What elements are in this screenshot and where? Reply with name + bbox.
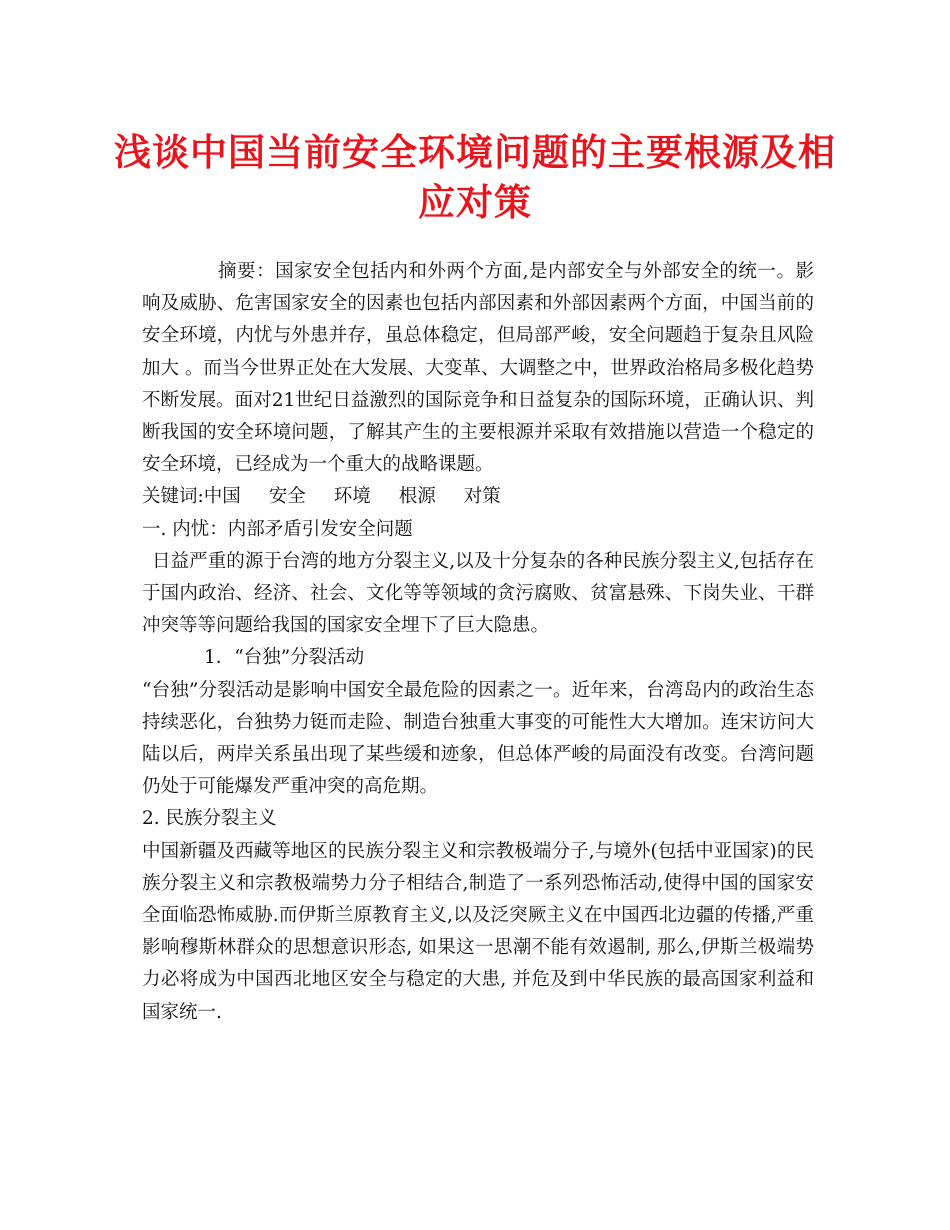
section-1-heading: 一. 内忧：内部矛盾引发安全问题 (142, 518, 413, 540)
keywords-line (142, 481, 814, 513)
keyword: 安全 (268, 486, 306, 508)
keywords-label: 关键词: (142, 486, 204, 508)
subsection-2-heading: 2. 民族分裂主义 (142, 808, 277, 830)
keyword: 对策 (463, 486, 501, 508)
subsection-2-text: 中国新疆及西藏等地区的民族分裂主义和宗教极端分子,与境外(包括中亚国家)的民族分裂主义和宗教极端势力分子相结合,制造了一系列恐怖活动,使得中国的国家安全面临恐怖威胁.而伊斯兰原教育主义,以及泛突厥主义在中国西北边疆的传播,严重影响穆斯林群众的思想意识形态, 如果这一思潮不能有效遏制, 那么,伊斯兰极端势力必将成为中国西北地区安全与稳定的大患, 并危及到中华民族的最高国家利益和国家统一. (142, 840, 814, 1023)
keyword: 中国 (203, 486, 241, 508)
keyword: 根源 (398, 486, 436, 508)
section-1-intro: 日益严重的源于台湾的地方分裂主义,以及十分复杂的各种民族分裂主义,包括存在于国内政治、经济、社会、文化等等领域的贪污腐败、贫富悬殊、下岗失业、干群冲突等等问题给我国的国家安全埋下了巨大隐患。 (142, 550, 814, 637)
keyword: 环境 (333, 486, 371, 508)
abstract-paragraph: 摘要：国家安全包括内和外两个方面,是内部安全与外部安全的统一。影响及威胁、危害国家安全的因素也包括内部因素和外部因素两个方面，中国当前的安全环境，内忧与外患并存，虽总体稳定，但局部严峻，安全问题趋于复杂且风险加大 。而当今世界正处在大发展、大变革、大调整之中，世界政治格局多极化趋势不断发展。面对21世纪日益激烈的国际竞争和日益复杂的国际环境，正确认识、判断我国的安全环境问题，了解其产生的主要根源并采取有效措施以营造一个稳定的安全环境，已经成为一个重大的战略课题。 (142, 261, 814, 476)
subsection-1-text: “台独”分裂活动是影响中国安全最危险的因素之一。近年来，台湾岛内的政治生态持续恶化，台独势力铤而走险、制造台独重大事变的可能性大大增加。连宋访问大陆以后，两岸关系虽出现了某些缓和迹象，但总体严峻的局面没有改变。台湾问题仍处于可能爆发严重冲突的高危期。 (142, 679, 814, 798)
title-line-1: 浅谈中国当前安全环境问题的主要根源及相 (114, 131, 836, 174)
subsection-1-heading: 1．“台独”分裂活动 (204, 647, 365, 669)
document-body (142, 256, 814, 1029)
document-title (60, 128, 890, 228)
title-line-2: 应对策 (418, 181, 532, 224)
